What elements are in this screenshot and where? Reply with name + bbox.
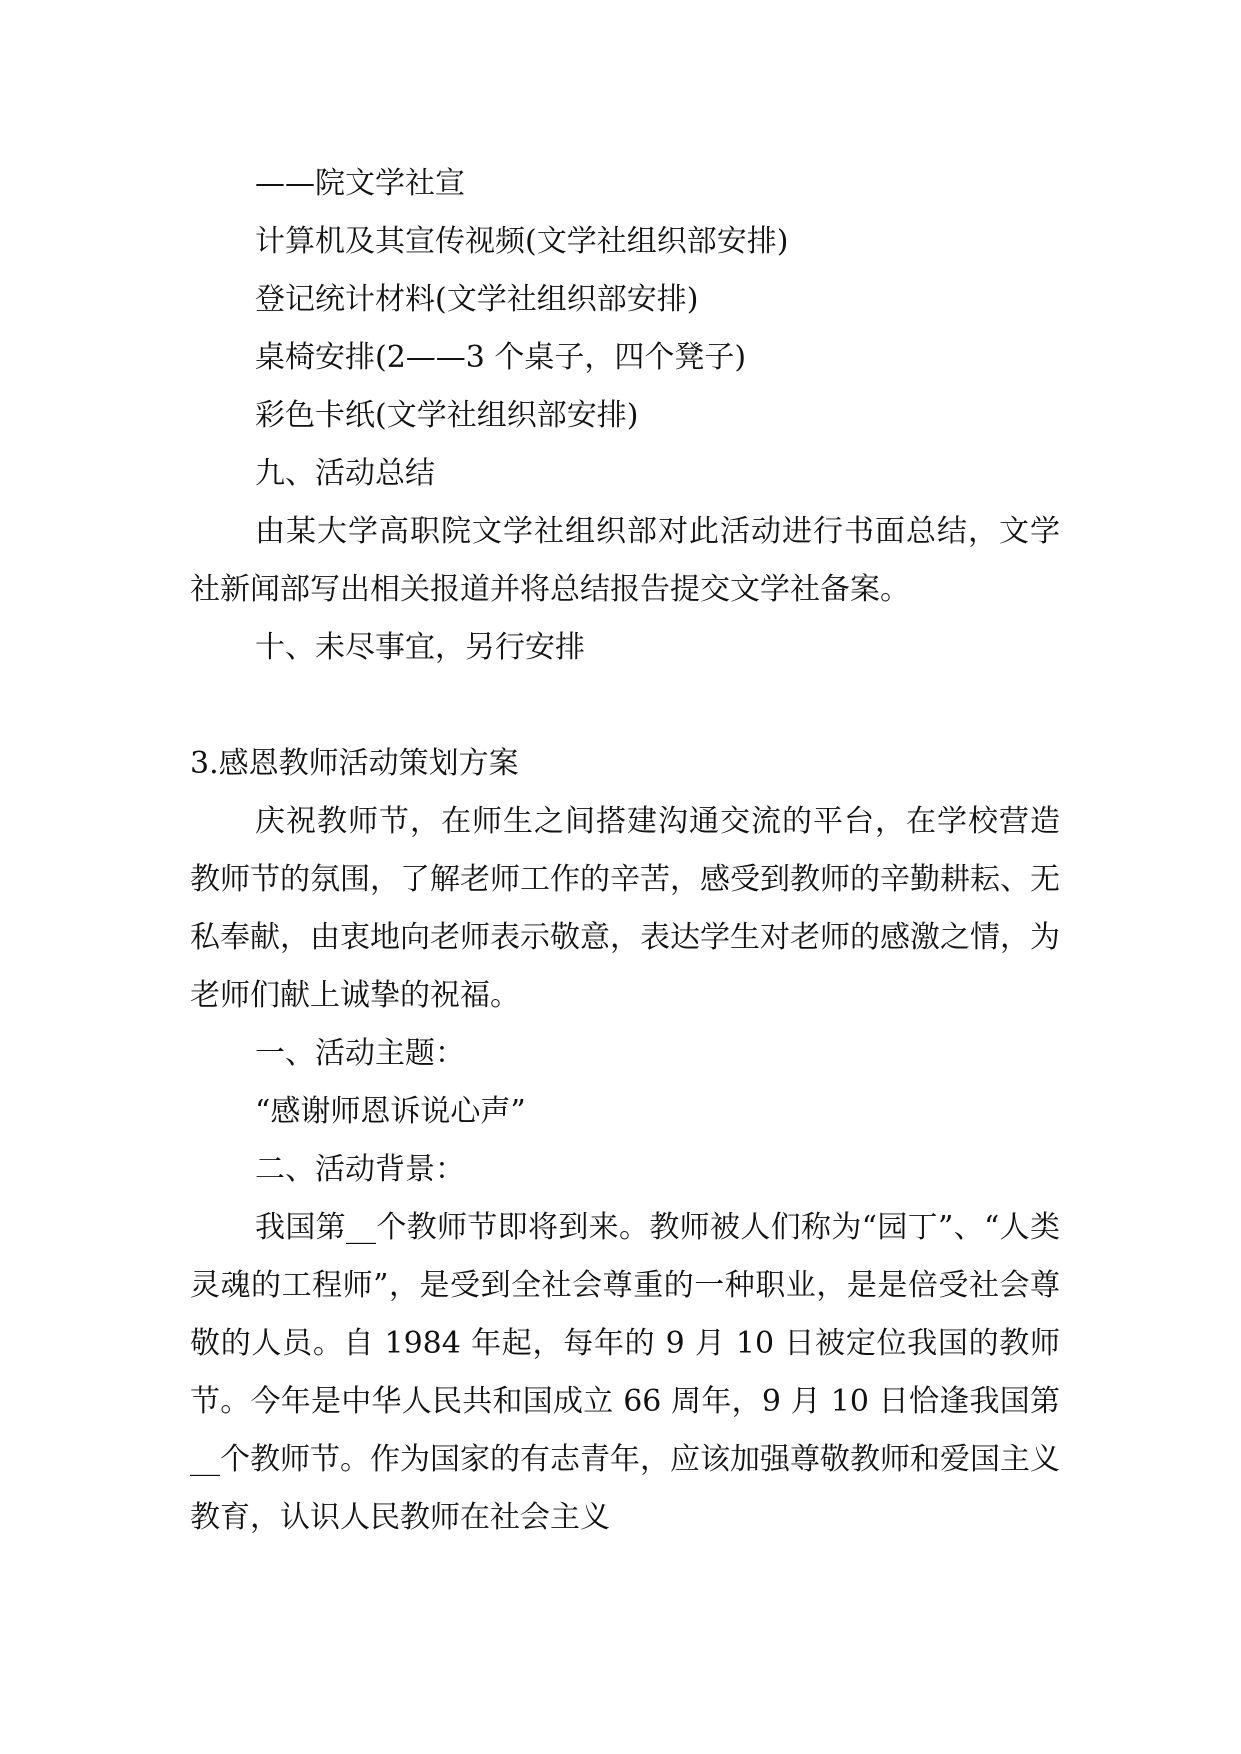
text-line: 桌椅安排(2——3 个桌子，四个凳子) bbox=[255, 340, 747, 375]
text-line: ——院文学社宣 bbox=[255, 166, 465, 201]
text-line: 计算机及其宣传视频(文学社组织部安排) bbox=[255, 224, 789, 259]
background-paragraph: 我国第__个教师节即将到来。教师被人们称为“园丁”、“人类灵魂的工程师”，是受到全社会尊重的一种职业，是是倍受社会尊敬的人员。自 1984 年起，每年的 9 月 10 日被定位我国的教师节。今年是中华人民共和国成立 66 周年，9 月 10 日恰逢我国第__个教师节。作为国家的有志青年，应该加强尊敬教师和爱国主义教育，认识人民教师在社会主义 bbox=[190, 1210, 1060, 1535]
theme-heading: 一、活动主题： bbox=[255, 1036, 465, 1071]
intro-paragraph: 庆祝教师节，在师生之间搭建沟通交流的平台，在学校营造教师节的氛围，了解老师工作的辛苦，感受到教师的辛勤耕耘、无私奉献，由衷地向老师表示敬意，表达学生对老师的感激之情，为老师们献上诚挚的祝福。 bbox=[190, 804, 1060, 1013]
plan-title: 3.感恩教师活动策划方案 bbox=[190, 746, 519, 781]
summary-paragraph: 由某大学高职院文学社组织部对此活动进行书面总结，文学社新闻部写出相关报道并将总结报告提交文学社备案。 bbox=[190, 514, 1060, 607]
text-line: 彩色卡纸(文学社组织部安排) bbox=[255, 398, 639, 433]
background-heading: 二、活动背景： bbox=[255, 1152, 465, 1187]
text-line: 登记统计材料(文学社组织部安排) bbox=[255, 282, 699, 317]
section-heading: 九、活动总结 bbox=[255, 456, 435, 491]
theme-text: “感谢师恩诉说心声” bbox=[255, 1094, 526, 1129]
closing-line: 十、未尽事宜，另行安排 bbox=[255, 630, 585, 665]
document-body bbox=[190, 155, 1060, 1547]
